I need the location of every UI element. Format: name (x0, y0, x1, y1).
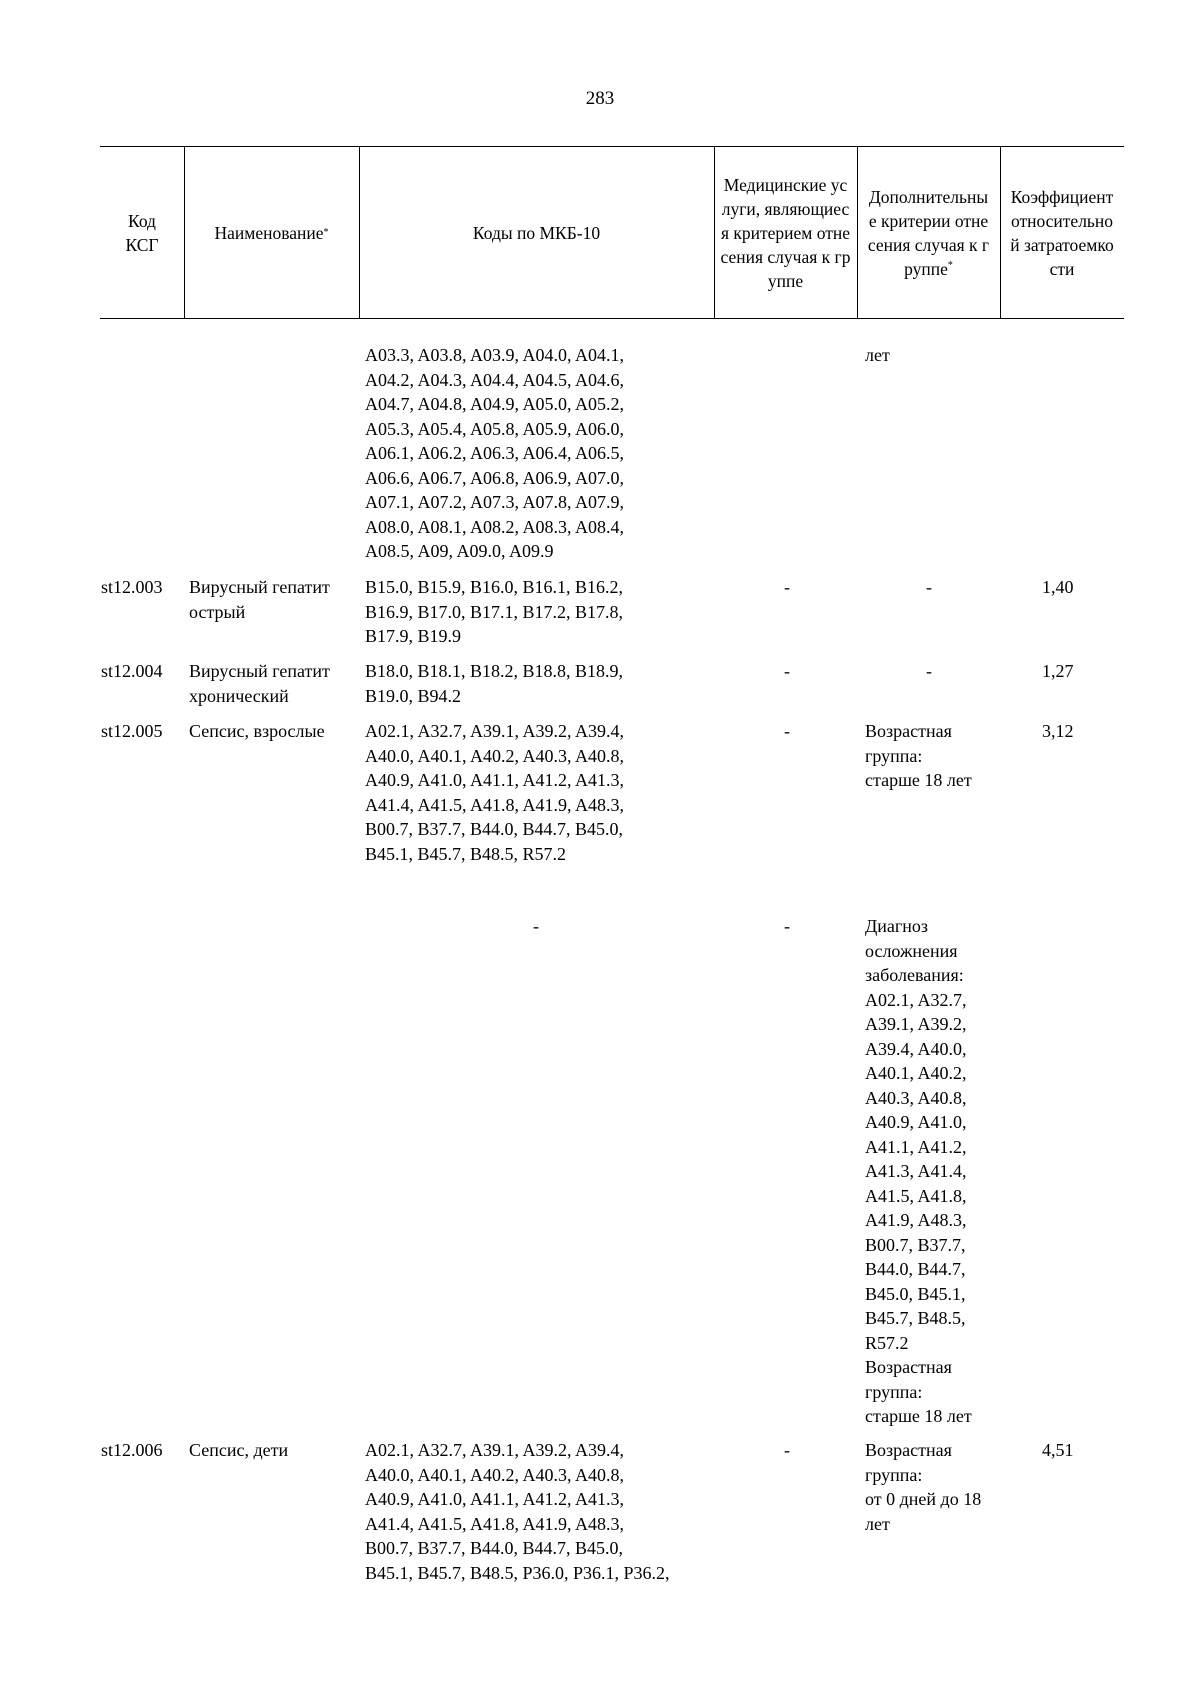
coef-value: 4,51 (1042, 1440, 1074, 1460)
coef-value: 1,27 (1042, 661, 1074, 681)
ksg-code: st12.003 (101, 577, 163, 597)
header-code: Код КСГ (125, 210, 159, 255)
criteria-value: - (926, 577, 932, 597)
coef-value: 3,12 (1042, 721, 1074, 741)
header-services: Медицинские услуги, являющиеся критерием отнесения случая к группе (720, 174, 851, 291)
services-value: - (784, 661, 790, 681)
ksg-name: Вирусный гепатит острый (189, 577, 330, 622)
ksg-name: Сепсис, дети (189, 1440, 289, 1460)
services-value: - (784, 721, 790, 741)
mkb-codes-continuation: A03.3, A03.8, A03.9, A04.0, A04.1, A04.2, A04.3, A04.4, A04.5, A04.6, A04.7, A04.8, A04.9, A05.0, A05.2, A05.3, A05.4, A05.8, A05.9, A06.0, A06.1, A06.2, A06.3, A06.4, A06.5, A06.6, A06.7, A06.8, A06.9, A07.0, A07.1, A07.2, A07.3, A07.8, A07.9, A08.0, A08.1, A08.2, A08.3, A08.4, A08.5, A09, A09.0, A09.9 (365, 345, 625, 561)
ksg-code: st12.006 (101, 1440, 163, 1460)
ksg-code: st12.004 (101, 661, 163, 681)
header-criteria: Дополнительные критерии отнесения случая к группе* (867, 186, 990, 279)
ksg-name: Сепсис, взрослые (189, 721, 325, 741)
criteria-continuation: лет (865, 345, 890, 365)
mkb-codes: A02.1, A32.7, A39.1, A39.2, A39.4, A40.0, A40.1, A40.2, A40.3, A40.8, A40.9, A41.0, A41.1, A41.2, A41.3, A41.4, A41.5, A41.8, A41.9, A48.3, B00.7, B37.7, B44.0, B44.7, B45.0, B45.1, B45.7, B48.5, P36.0, P36.1, P36.2, (365, 1440, 670, 1583)
mkb-codes: A02.1, A32.7, A39.1, A39.2, A39.4, A40.0, A40.1, A40.2, A40.3, A40.8, A40.9, A41.0, A41.1, A41.2, A41.3, A41.4, A41.5, A41.8, A41.9, A48.3, B00.7, B37.7, B44.0, B44.7, B45.0, B45.1, B45.7, B48.5, R57.2 (365, 721, 625, 864)
services-value: - (784, 577, 790, 597)
criteria-value: Диагноз осложнения заболевания: A02.1, A32.7, A39.1, A39.2, A39.4, A40.0, A40.1, A40.2, A40.3, A40.8, A40.9, A41.0, A41.1, A41.2, A41.3, A41.4, A41.5, A41.8, A41.9, A48.3, B00.7, B37.7, B44.0, B44.7, B45.0, B45.1, B45.7, B48.5, R57.2 Возрастная группа: старше 18 лет (865, 916, 972, 1426)
criteria-value: Возрастная группа: старше 18 лет (865, 721, 972, 790)
ksg-code: st12.005 (101, 721, 163, 741)
services-value: - (784, 1440, 790, 1460)
coef-value: 1,40 (1042, 577, 1074, 597)
page-number: 283 (585, 88, 615, 109)
criteria-value: - (926, 661, 932, 681)
mkb-codes: B18.0, B18.1, B18.2, B18.8, B18.9, B19.0, B94.2 (365, 661, 624, 706)
criteria-value: Возрастная группа: от 0 дней до 18 лет (865, 1440, 982, 1534)
header-name: Наименование * (214, 222, 329, 243)
header-coef: Коэффициент относительной затратоемкости (1010, 186, 1114, 279)
header-mkb: Коды по МКБ-10 (472, 222, 601, 243)
table-header (100, 146, 1124, 319)
mkb-codes: - (533, 916, 539, 936)
services-value: - (784, 916, 790, 936)
mkb-codes: B15.0, B15.9, B16.0, B16.1, B16.2, B16.9, B17.0, B17.1, B17.2, B17.8, B17.9, B19.9 (365, 577, 624, 646)
ksg-name: Вирусный гепатит хронический (189, 661, 330, 706)
